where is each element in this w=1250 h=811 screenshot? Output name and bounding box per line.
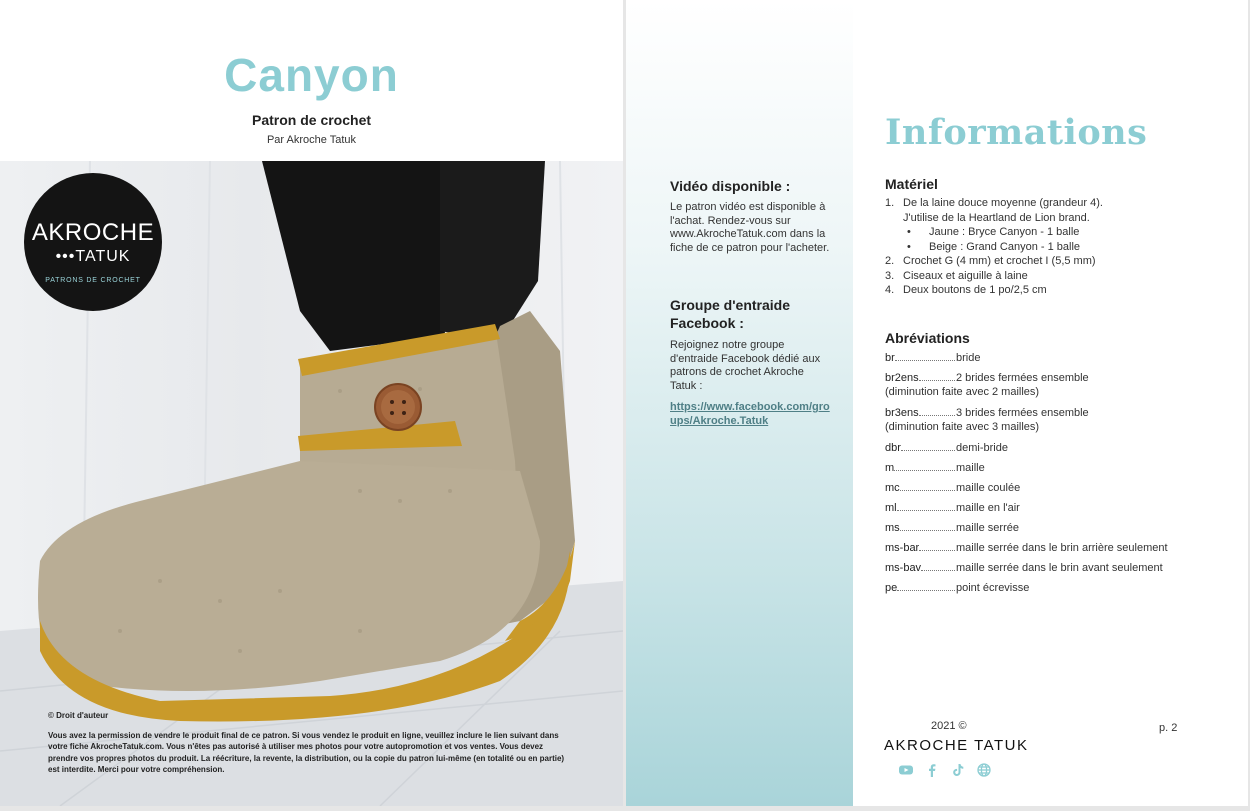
abbreviation-line — [885, 521, 1225, 535]
page-number: p. 2 — [1159, 722, 1178, 734]
abbreviation-code: ms-bar — [885, 542, 920, 554]
youtube-icon[interactable] — [898, 762, 914, 778]
abbreviation-desc: maille serrée dans le brin arrière seulement — [956, 542, 1168, 554]
abbreviation-item — [885, 371, 1225, 399]
dot-leader — [901, 441, 955, 451]
pattern-title: Canyon — [224, 49, 399, 101]
abbreviation-item — [885, 406, 1225, 434]
dot-leader — [897, 581, 955, 591]
abbreviation-item — [885, 461, 1225, 475]
facebook-icon[interactable] — [924, 762, 940, 778]
abbreviation-code: m — [885, 462, 895, 474]
abbreviation-code: mc — [885, 482, 900, 494]
abbreviation-item — [885, 351, 1225, 365]
info-sidebar — [626, 0, 853, 806]
abbreviation-desc: maille serrée — [956, 522, 1019, 534]
dot-leader — [894, 461, 955, 471]
yarn-item: • Beige : Grand Canyon - 1 balle — [907, 240, 1081, 253]
material-item: 4. Deux boutons de 1 po/2,5 cm — [885, 284, 1047, 296]
right-page — [626, 0, 1248, 806]
yarn-item: • Jaune : Bryce Canyon - 1 balle — [907, 226, 1080, 238]
abbreviation-line — [885, 581, 1225, 595]
abbreviations-list — [885, 351, 1225, 601]
abbreviation-desc: maille — [956, 462, 985, 474]
abbreviation-line — [885, 541, 1225, 555]
akroche-tatuk-logo — [24, 173, 162, 311]
abbreviation-item — [885, 561, 1225, 575]
left-page — [0, 0, 623, 806]
dot-leader — [919, 406, 955, 416]
copyright-text: Vous avez la permission de vendre le produit final de ce patron. Si vous vendez le produit en ligne, veuillez inclure le lien suivant dans votre fiche AkrocheTatuk.com. Vous n'êtes pas autorisé à utiliser mes photos pour votre autopromotion et vos ventes. Vous devez prendre vos propres photos du produit. La réécriture, la revente, la distribution, ou la copie du patron lui-même (en totalité ou en partie) est interdite. Merci pour votre compréhension. — [48, 730, 565, 774]
abbreviation-line — [885, 441, 1225, 455]
abbreviations-heading: Abréviations — [885, 330, 970, 346]
abbreviation-code: pe — [885, 582, 898, 594]
abbreviation-desc: maille coulée — [956, 482, 1021, 494]
abbreviation-line — [885, 406, 1225, 420]
materials-list — [885, 196, 1225, 298]
material-item: 1. De la laine douce moyenne (grandeur 4). — [885, 197, 1103, 209]
tiktok-icon[interactable] — [950, 762, 966, 778]
video-heading: Vidéo disponible : — [670, 178, 791, 194]
globe-icon[interactable] — [976, 762, 992, 778]
abbreviation-item — [885, 581, 1225, 595]
dot-leader — [900, 521, 955, 531]
logo-line-1: AKROCHE — [31, 219, 155, 246]
dot-leader — [895, 351, 955, 361]
abbreviation-line — [885, 561, 1225, 575]
material-item: 2. Crochet G (4 mm) et crochet I (5,5 mm) — [885, 255, 1096, 267]
dot-leader — [900, 481, 955, 491]
copyright-notice — [48, 710, 568, 776]
pattern-subtitle: Patron de crochet — [251, 112, 372, 128]
abbreviation-desc: 2 brides fermées ensemble — [956, 372, 1089, 384]
abbreviation-desc: point écrevisse — [956, 582, 1030, 594]
abbreviation-line — [885, 461, 1225, 475]
dot-leader — [919, 541, 955, 551]
abbreviation-line — [885, 371, 1225, 385]
abbreviation-item — [885, 521, 1225, 535]
dot-leader — [897, 501, 955, 511]
logo-line-3: PATRONS DE CROCHET — [45, 277, 141, 284]
abbreviation-item — [885, 501, 1225, 515]
material-item: J'utilise de la Heartland de Lion brand. — [903, 211, 1090, 224]
abbreviation-item — [885, 441, 1225, 455]
abbreviation-extra: (diminution faite avec 3 mailles) — [885, 421, 1040, 433]
abbreviation-desc: bride — [956, 352, 981, 364]
abbreviation-line — [885, 481, 1225, 495]
abbreviation-desc: maille serrée dans le brin avant seulement — [956, 562, 1163, 574]
abbreviation-desc: maille en l'air — [956, 502, 1020, 514]
abbreviation-code: br2ens — [885, 372, 919, 384]
facebook-group-link[interactable]: https://www.facebook.com/groups/Akroche.Tatuk — [670, 401, 830, 427]
info-title: Informations — [885, 112, 1148, 153]
group-heading: Groupe d'entraide Facebook : — [670, 297, 791, 331]
abbreviation-desc: demi-bride — [956, 442, 1008, 454]
abbreviation-line — [885, 351, 1225, 365]
logo-line-2: •••TATUK — [55, 248, 131, 265]
group-text: Rejoignez notre groupe d'entraide Facebook dédié aux patrons de crochet Akroche Tatuk : — [670, 339, 821, 392]
abbreviation-item — [885, 541, 1225, 555]
pattern-byline: Par Akroche Tatuk — [266, 134, 357, 146]
material-item: 3. Ciseaux et aiguille à laine — [885, 269, 1028, 282]
materials-heading: Matériel — [885, 176, 938, 192]
footer-brand: AKROCHE TATUK — [884, 737, 1029, 754]
abbreviation-code: br — [885, 352, 895, 364]
dot-leader — [921, 561, 955, 571]
abbreviation-desc: 3 brides fermées ensemble — [956, 407, 1089, 419]
abbreviation-item — [885, 481, 1225, 495]
abbreviation-code: ms-bav — [885, 562, 922, 574]
abbreviation-code: ms — [885, 522, 900, 534]
video-text: Le patron vidéo est disponible à l'achat. Rendez-vous sur www.AkrocheTatuk.com dans la fiche de ce patron pour l'acheter. — [670, 201, 830, 254]
copyright-heading: © Droit d'auteur — [48, 711, 109, 720]
abbreviation-code: dbr — [885, 442, 901, 454]
abbreviation-code: br3ens — [885, 407, 919, 419]
footer-year: 2021 © — [931, 720, 967, 732]
dot-leader — [919, 371, 955, 381]
abbreviation-extra: (diminution faite avec 2 mailles) — [885, 386, 1040, 398]
abbreviation-line — [885, 501, 1225, 515]
abbreviation-code: ml — [885, 502, 897, 514]
